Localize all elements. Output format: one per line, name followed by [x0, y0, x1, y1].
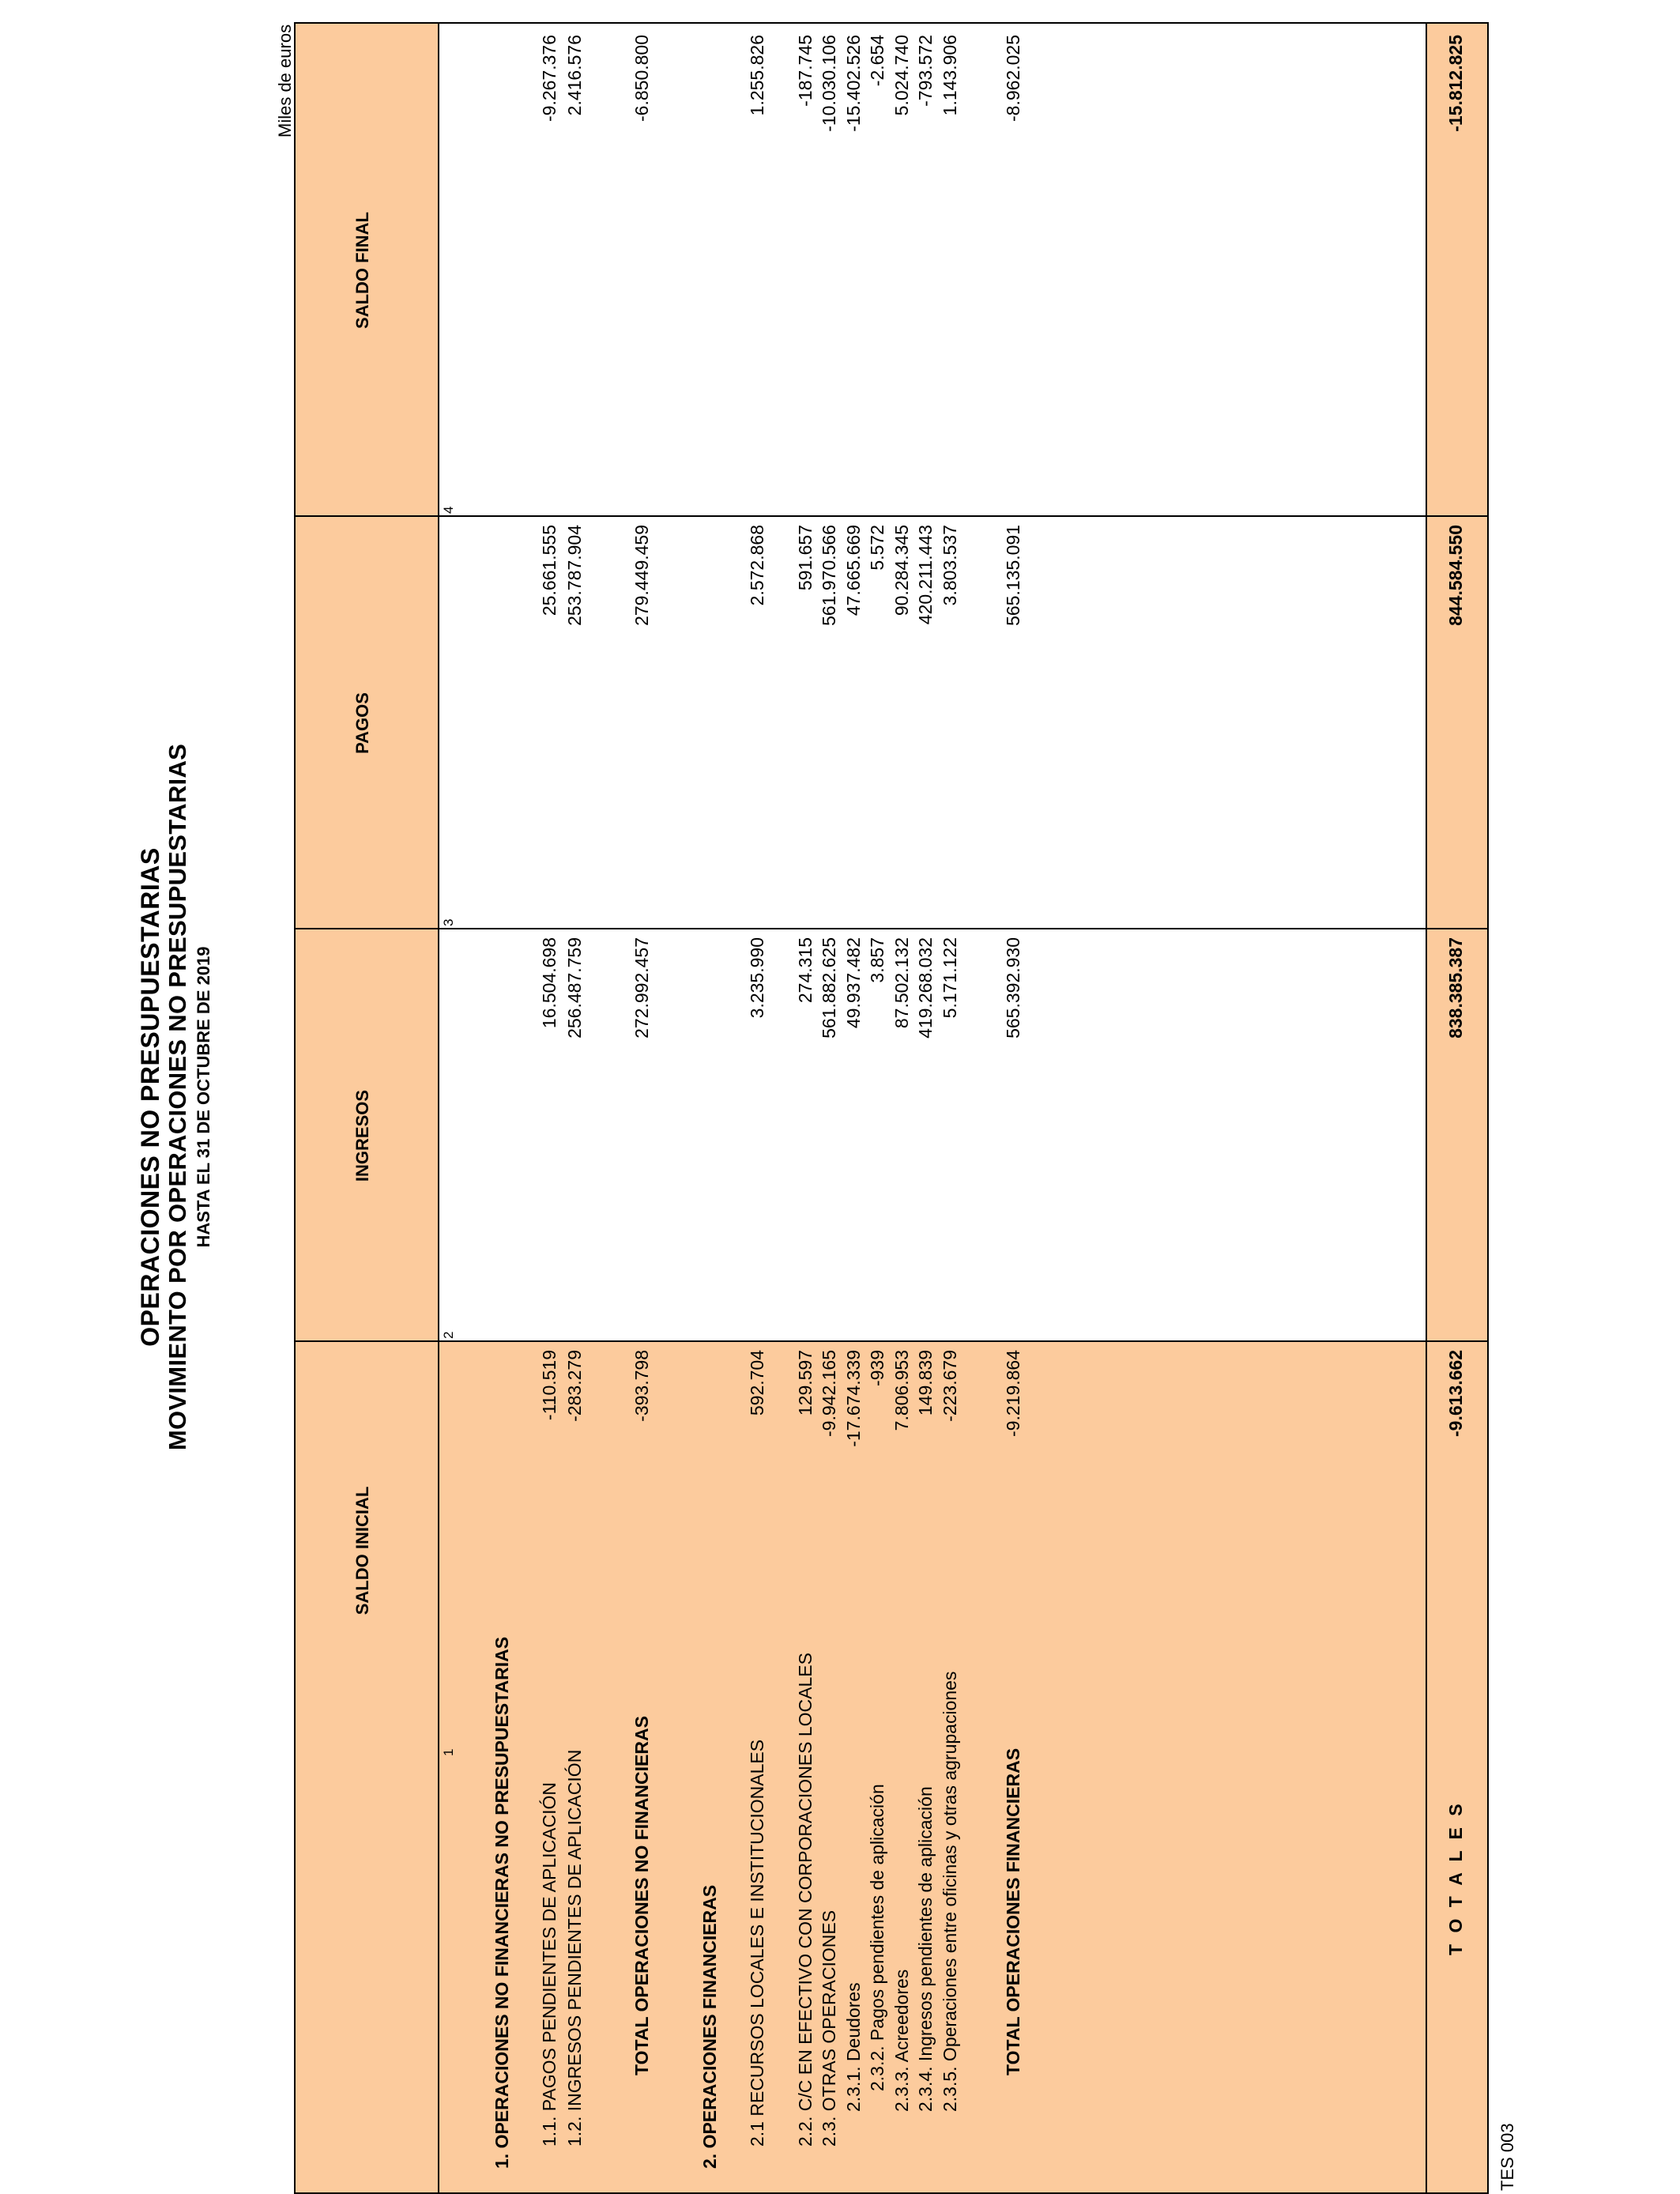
col-divider-2: [296, 515, 1487, 517]
col-divider-label: [296, 1340, 1487, 1342]
column-header-pagos: PAGOS: [352, 692, 372, 754]
totals-value-col-3: 844.584.550: [1445, 525, 1466, 626]
row-value-col-3: 279.449.459: [631, 525, 652, 626]
column-number-4: 4: [441, 506, 456, 514]
row-label: 1.2. INGRESOS PENDIENTES DE APLICACIÓN: [564, 1749, 585, 2147]
row-label: TOTAL OPERACIONES FINANCIERAS: [1003, 1747, 1023, 2075]
row-value-col-3: 591.657: [795, 525, 816, 591]
column-header-saldo-final: SALDO FINAL: [352, 212, 372, 329]
row-value-col-3: 5.572: [867, 525, 887, 571]
row-value-col-3: 25.661.555: [539, 525, 559, 616]
row-label: 2.3.2. Pagos pendientes de aplicación: [867, 1784, 887, 2091]
row-value-col-2: 419.268.032: [915, 937, 936, 1039]
row-label: 2.3.1. Deudores: [843, 1982, 864, 2112]
row-value-col-3: 253.787.904: [564, 525, 585, 626]
row-value-col-1: 592.704: [747, 1350, 767, 1416]
col-divider-1: [296, 928, 1487, 929]
report-title: OPERACIONES NO PRESUPUESTARIAS: [136, 847, 164, 1347]
row-value-col-4: -2.654: [867, 35, 887, 87]
row-value-col-1: 7.806.953: [891, 1350, 912, 1431]
row-value-col-1: 129.597: [795, 1350, 816, 1416]
row-value-col-3: 3.803.537: [940, 525, 960, 606]
row-value-col-1: -283.279: [564, 1350, 585, 1422]
row-value-col-1: -223.679: [940, 1350, 960, 1422]
row-value-col-4: -15.402.526: [843, 35, 864, 132]
row-value-col-4: -8.962.025: [1003, 35, 1023, 122]
column-number-1: 1: [441, 1748, 456, 1756]
column-header-saldo-inicial: SALDO INICIAL: [352, 1486, 372, 1615]
row-value-col-3: 90.284.345: [891, 525, 912, 616]
row-value-col-1: -17.674.339: [843, 1350, 864, 1447]
row-value-col-4: -9.267.376: [539, 35, 559, 122]
row-value-col-2: 274.315: [795, 937, 816, 1004]
row-value-col-4: 1.143.906: [940, 35, 960, 116]
operations-table: [294, 22, 1489, 2194]
sheet-code: TES 003: [1497, 2123, 1517, 2191]
row-value-col-4: -793.572: [915, 35, 936, 107]
row-value-col-4: 5.024.740: [891, 35, 912, 116]
row-label: 2.3.5. Operaciones entre oficinas y otras agrupaciones: [940, 1671, 960, 2112]
row-value-col-3: 565.135.091: [1003, 525, 1023, 626]
row-label: 2.1 RECURSOS LOCALES E INSTITUCIONALES: [747, 1739, 767, 2147]
row-value-col-2: 49.937.482: [843, 937, 864, 1029]
row-label: 1.1. PAGOS PENDIENTES DE APLICACIÓN: [539, 1782, 559, 2147]
row-value-col-1: -939: [867, 1350, 887, 1387]
row-value-col-2: 565.392.930: [1003, 937, 1023, 1039]
row-value-col-2: 561.882.625: [819, 937, 839, 1039]
totals-separator: [1426, 24, 1427, 2192]
totals-label: T O T A L E S: [1445, 1800, 1466, 1955]
row-value-col-2: 256.487.759: [564, 937, 585, 1039]
row-value-col-1: -393.798: [631, 1350, 652, 1422]
row-value-col-2: 272.992.457: [631, 937, 652, 1039]
row-label: 2.3.4. Ingresos pendientes de aplicación: [915, 1786, 936, 2112]
row-value-col-2: 5.171.122: [940, 937, 960, 1019]
header-separator: [438, 24, 439, 2192]
row-value-col-3: 47.665.669: [843, 525, 864, 616]
row-label: 2.2. C/C EN EFECTIVO CON CORPORACIONES LOCALES: [795, 1653, 816, 2147]
column-number-3: 3: [441, 918, 456, 926]
row-label: 2.3.3. Acreedores: [891, 1969, 912, 2112]
column-header-ingresos: INGRESOS: [352, 1089, 372, 1182]
totals-value-col-1: -9.613.662: [1445, 1350, 1466, 1437]
row-value-col-3: 420.211.443: [915, 525, 936, 625]
totals-value-col-4: -15.812.825: [1445, 35, 1466, 132]
row-label: 1. OPERACIONES NO FINANCIERAS NO PRESUPUESTARIAS: [492, 1636, 512, 2169]
row-label: TOTAL OPERACIONES NO FINANCIERAS: [631, 1716, 652, 2075]
totals-value-col-2: 838.385.387: [1445, 937, 1466, 1039]
row-value-col-4: -187.745: [795, 35, 816, 107]
row-value-col-4: 2.416.576: [564, 35, 585, 116]
row-label: 2.3. OTRAS OPERACIONES: [819, 1909, 839, 2147]
row-value-col-2: 3.857: [867, 937, 887, 983]
row-value-col-1: -9.219.864: [1003, 1350, 1023, 1437]
row-value-col-4: -10.030.106: [819, 35, 839, 132]
row-value-col-2: 3.235.990: [747, 937, 767, 1019]
row-value-col-1: 149.839: [915, 1350, 936, 1416]
row-value-col-4: 1.255.826: [747, 35, 767, 116]
row-value-col-3: 2.572.868: [747, 525, 767, 606]
units-label: Miles de euros: [275, 24, 295, 138]
row-value-col-3: 561.970.566: [819, 525, 839, 626]
row-value-col-4: -6.850.800: [631, 35, 652, 122]
report-period: HASTA EL 31 DE OCTUBRE DE 2019: [194, 946, 213, 1248]
report-subtitle: MOVIMIENTO POR OPERACIONES NO PRESUPUESTARIAS: [164, 743, 191, 1451]
row-value-col-1: -9.942.165: [819, 1350, 839, 1437]
row-value-col-2: 87.502.132: [891, 937, 912, 1029]
row-value-col-2: 16.504.698: [539, 937, 559, 1029]
row-value-col-1: -110.519: [539, 1350, 559, 1421]
row-label: 2. OPERACIONES FINANCIERAS: [699, 1884, 720, 2169]
column-number-2: 2: [441, 1331, 456, 1339]
